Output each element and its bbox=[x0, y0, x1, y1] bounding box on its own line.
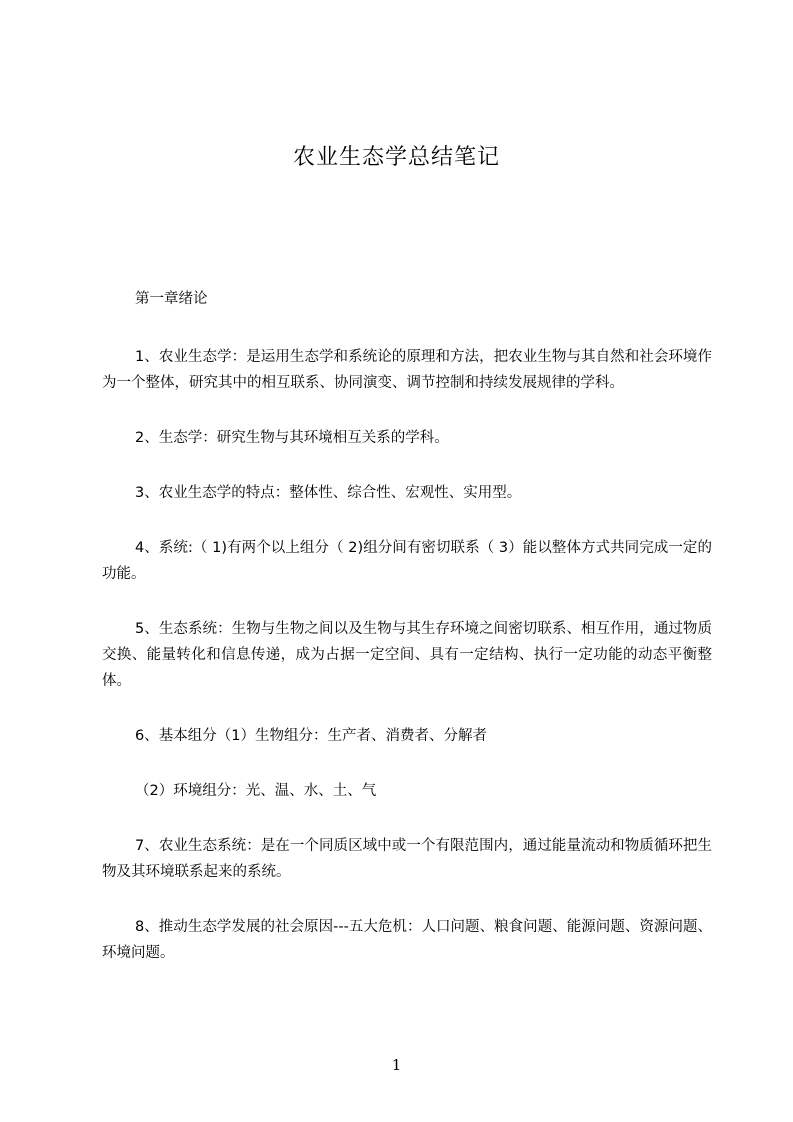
document-body bbox=[102, 286, 712, 995]
paragraph-2: 2、生态学：研究生物与其环境相互关系的学科。 bbox=[135, 430, 449, 446]
paragraph-4: 4、系统:（ 1)有两个以上组分（ 2)组分间有密切联系（ 3）能以整体方式共同完成一定的功能。 bbox=[102, 540, 712, 582]
paragraph-5: 5、生态系统：生物与生物之间以及生物与其生存环境之间密切联系、相互作用，通过物质交换、能量转化和信息传递，成为占据一定空间、具有一定结构、执行一定功能的动态平衡整体。 bbox=[102, 621, 712, 689]
paragraph-8: 8、推动生态学发展的社会原因---五大危机：人口问题、粮食问题、能源问题、资源问题、环境问题。 bbox=[102, 919, 712, 961]
paragraph-7: 7、农业生态系统：是在一个同质区域中或一个有限范围内，通过能量流动和物质循环把生物及其环境联系起来的系统。 bbox=[102, 838, 712, 880]
paragraph-3: 3、农业生态学的特点：整体性、综合性、宏观性、实用型。 bbox=[135, 485, 522, 501]
chapter-heading: 第一章绪论 bbox=[135, 291, 208, 307]
page-number: 1 bbox=[391, 1056, 402, 1074]
paragraph-6: 6、基本组分（1）生物组分：生产者、消费者、分解者 bbox=[135, 728, 487, 744]
paragraph-6-continued: （2）环境组分：光、温、水、土、气 bbox=[135, 783, 377, 799]
paragraph-1: 1、农业生态学：是运用生态学和系统论的原理和方法，把农业生物与其自然和社会环境作为一个整体，研究其中的相互联系、协同演变、调节控制和持续发展规律的学科。 bbox=[102, 349, 712, 391]
document-title: 农业生态学总结笔记 bbox=[292, 145, 500, 170]
